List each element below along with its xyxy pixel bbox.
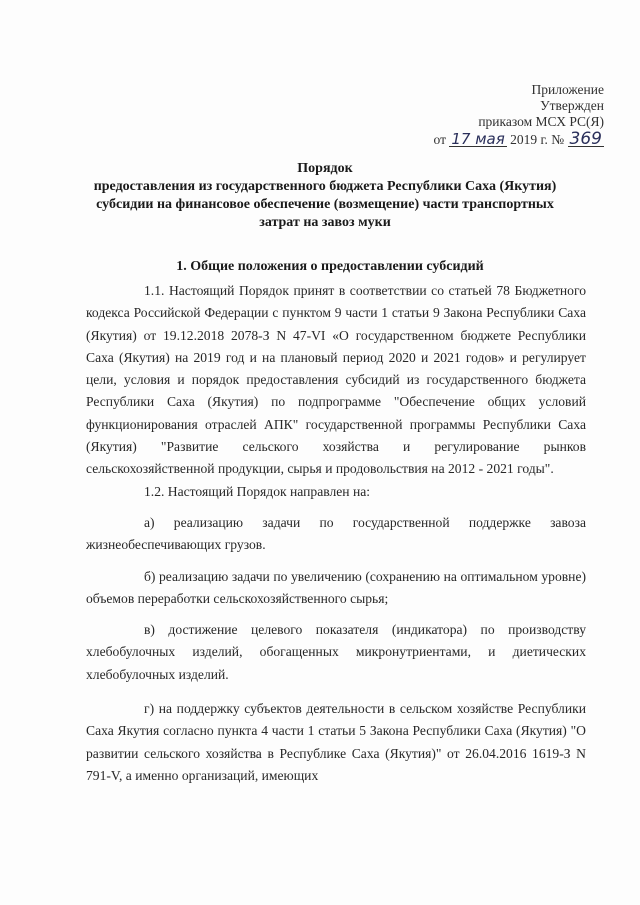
paragraph-v: в) достижение целевого показателя (индикатора) по производству хлебобулочных изделий, обогащенных микронутриентами, и диетических хлебобулочных изделий.	[86, 622, 586, 682]
document-body	[86, 280, 586, 787]
handwritten-number: 369	[569, 129, 602, 149]
paragraph-1-2: 1.2. Настоящий Порядок направлен на:	[144, 483, 371, 499]
approval-date-line	[354, 129, 604, 149]
paragraph-1-1: 1.1. Настоящий Порядок принят в соответствии со статьей 78 Бюджетного кодекса Российской Федерации с пунктом 9 части 1 статьи 9 Закона Республики Саха (Якутия) от 19.12.2018 2078-З N 47-VI «О государственном бюджете Республики Саха (Якутия) на 2019 год и на плановый период 2020 и 2021 годов» и регулирует цели, условия и порядок предоставления субсидий из государственного бюджета Республики Саха (Якутия) по подпрограмме "Обеспечение общих условий функционирования отраслей АПК" государственной программы Республики Саха (Якутия) "Развитие сельского хозяйства и регулирование рынков сельскохозяйственной продукции, сырья и продовольствия на 2012 - 2021 годы".	[86, 283, 586, 477]
approval-stamp	[354, 82, 604, 148]
section-heading: 1. Общие положения о предоставлении субсидий	[176, 259, 484, 274]
date-prefix: от	[433, 132, 446, 147]
approval-appendix: Приложение	[531, 82, 604, 97]
paragraph-g: г) на поддержку субъектов деятельности в сельском хозяйстве Республики Саха Якутия согласно пункта 4 части 1 статьи 5 Закона Республики Саха (Якутия) "О развитии сельского хозяйства в Республике Саха (Якутия)" от 26.04.2016 1619-З N 791-V, а именно организаций, имеющих	[86, 701, 586, 783]
title-line-1: предоставления из государственного бюджета Республики Саха (Якутия)	[93, 179, 557, 194]
paragraph-a: а) реализацию задачи по государственной поддержке завоза жизнеобеспечивающих грузов.	[86, 514, 586, 553]
title-heading: Порядок	[297, 161, 353, 176]
date-year: 2019 г. №	[510, 132, 565, 147]
approval-order: приказом МСХ РС(Я)	[478, 114, 604, 129]
document-title	[90, 160, 560, 232]
approval-approved: Утвержден	[540, 98, 604, 113]
title-line-3: затрат на завоз муки	[259, 215, 391, 230]
paragraph-b: б) реализацию задачи по увеличению (сохранению на оптимальном уровне) объемов переработки сельскохозяйственного сырья;	[86, 568, 586, 606]
title-line-2: субсидии на финансовое обеспечение (возмещение) части транспортных	[96, 197, 554, 212]
handwritten-date: 17 мая	[451, 130, 505, 148]
